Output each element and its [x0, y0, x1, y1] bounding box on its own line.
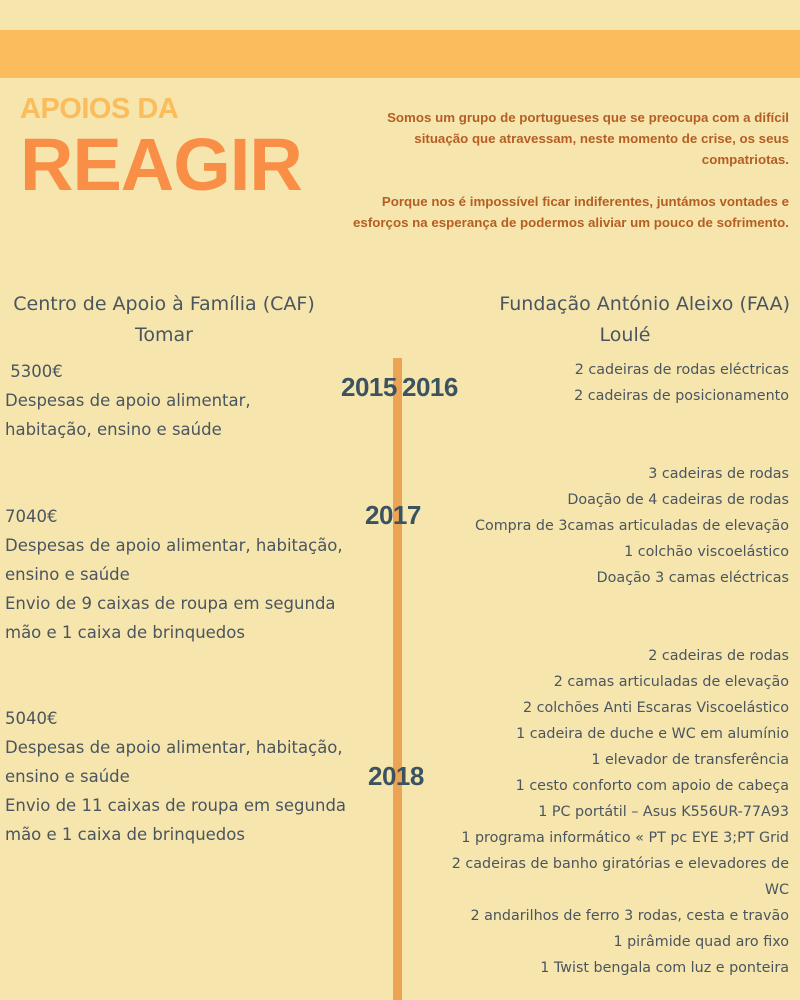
list-item: WC	[764, 882, 789, 898]
list-item: 1 elevador de transferência	[591, 752, 789, 768]
year-2016: 2016	[402, 372, 458, 402]
list-item: 2 camas articuladas de elevação	[553, 674, 789, 690]
entry-line: ensino e saúde	[5, 767, 130, 786]
list-item: 1 colchão viscoelástico	[624, 544, 789, 560]
intro-text	[339, 107, 789, 233]
intro-paragraph-2: Porque nos é impossível ficar indiferentes, juntámos vontades e esforços na esperança de podermos aliviar um pouco de sofrimento.	[353, 194, 789, 230]
intro-paragraph-1: Somos um grupo de portugueses que se preocupa com a difícil situação que atravessam, neste momento de crise, os seus compatriotas.	[387, 110, 789, 167]
entry-line: Envio de 11 caixas de roupa em segunda	[5, 796, 347, 815]
list-item: 1 pirâmide quad aro fixo	[613, 934, 789, 950]
right-list-2018	[409, 643, 789, 981]
right-org-heading	[460, 289, 790, 351]
entry-line: mão e 1 caixa de brinquedos	[5, 623, 245, 642]
list-item: 1 cesto conforto com apoio de cabeça	[515, 778, 789, 794]
year-2017: 2017	[365, 500, 421, 530]
left-entry-2015-2016	[5, 357, 365, 444]
list-item: 1 PC portátil – Asus K556UR-77A93	[538, 804, 789, 820]
list-item: 1 Twist bengala com luz e ponteira	[540, 960, 789, 976]
entry-line: mão e 1 caixa de brinquedos	[5, 825, 245, 844]
left-org-name: Centro de Apoio à Família (CAF)	[13, 293, 315, 315]
right-list-2015-2016	[409, 357, 789, 409]
entry-amount: 7040€	[5, 507, 58, 526]
left-entry-2018	[5, 704, 365, 849]
year-2018: 2018	[368, 761, 424, 791]
entry-amount: 5300€	[5, 362, 63, 381]
list-item: 2 cadeiras de banho giratórias e elevadores de	[451, 856, 789, 872]
entry-line: Despesas de apoio alimentar, habitação,	[5, 536, 343, 555]
title-reagir: REAGIR	[20, 123, 302, 206]
left-entry-2017	[5, 502, 365, 647]
top-banner-bar	[0, 30, 800, 78]
list-item: 2 colchões Anti Escaras Viscoelástico	[522, 700, 789, 716]
list-item: 1 programa informático « PT pc EYE 3;PT Grid	[461, 830, 789, 846]
timeline-line	[393, 358, 402, 1000]
right-list-2017	[409, 461, 789, 591]
list-item: Doação 3 camas eléctricas	[596, 570, 789, 586]
entry-line: Despesas de apoio alimentar, habitação,	[5, 738, 343, 757]
list-item: 2 cadeiras de rodas	[648, 648, 789, 664]
year-2015: 2015	[341, 372, 397, 402]
list-item: 2 cadeiras de rodas eléctricas	[574, 362, 789, 378]
title-apoios-da: APOIOS DA	[20, 93, 179, 125]
right-org-place: Loulé	[599, 324, 651, 346]
left-org-heading	[5, 289, 323, 351]
entry-amount: 5040€	[5, 709, 58, 728]
list-item: Compra de 3camas articuladas de elevação	[474, 518, 789, 534]
left-org-place: Tomar	[135, 324, 193, 346]
list-item: 3 cadeiras de rodas	[648, 466, 789, 482]
list-item: 1 cadeira de duche e WC em alumínio	[516, 726, 789, 742]
entry-line: habitação, ensino e saúde	[5, 420, 222, 439]
list-item: Doação de 4 cadeiras de rodas	[567, 492, 789, 508]
right-org-name: Fundação António Aleixo (FAA)	[499, 293, 790, 315]
entry-line: ensino e saúde	[5, 565, 130, 584]
entry-line: Despesas de apoio alimentar,	[5, 391, 251, 410]
list-item: 2 cadeiras de posicionamento	[574, 388, 789, 404]
list-item: 2 andarilhos de ferro 3 rodas, cesta e travão	[470, 908, 789, 924]
entry-line: Envio de 9 caixas de roupa em segunda	[5, 594, 336, 613]
